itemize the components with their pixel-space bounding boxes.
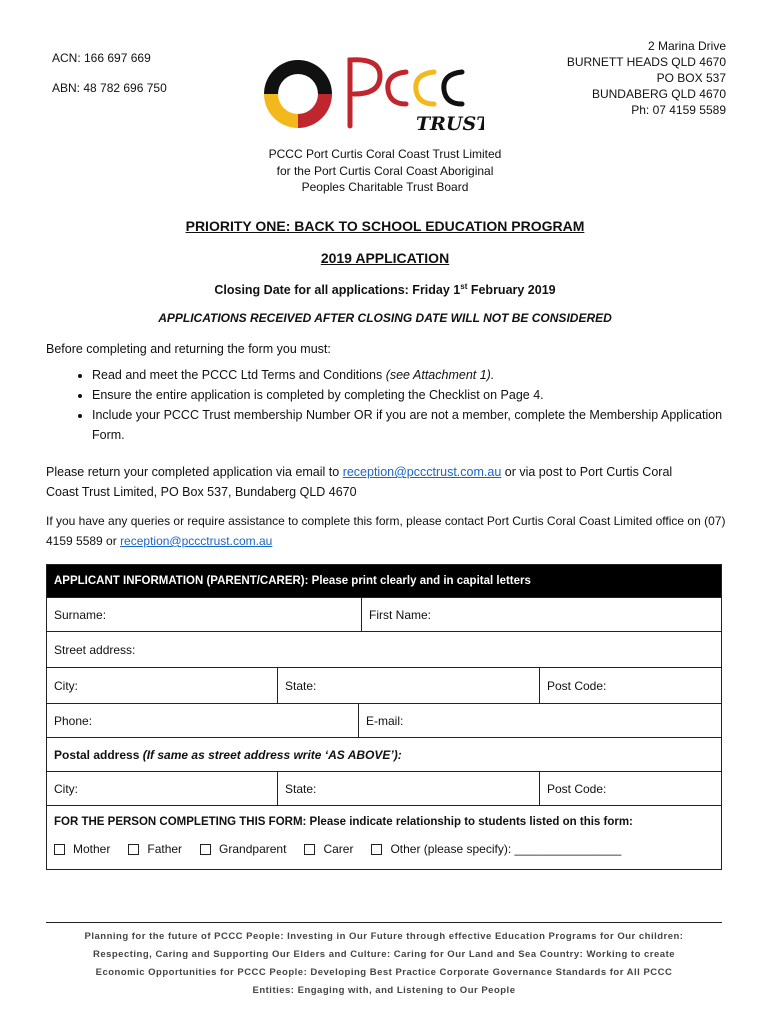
closing-date-sup: st (460, 282, 468, 291)
street-address-label: Street address: (54, 642, 136, 657)
form-row-city (47, 667, 721, 703)
option-other[interactable] (371, 842, 621, 856)
postal-address-note: (If same as street address write ‘AS ABOVE’): (142, 747, 402, 762)
company-ids (52, 50, 167, 108)
form-row-contact (47, 703, 721, 737)
postal-city-label: City: (54, 781, 78, 796)
email-link[interactable]: reception@pccctrust.com.au (120, 534, 273, 548)
org-name (0, 146, 770, 196)
closing-warning: APPLICATIONS RECEIVED AFTER CLOSING DATE WILL NOT BE CONSIDERED (158, 311, 612, 325)
address-line4: BUNDABERG QLD 4670 (591, 87, 726, 101)
intro-text: Before completing and returning the form you must: (46, 342, 331, 356)
checkbox-icon[interactable] (304, 844, 315, 855)
application-year: 2019 APPLICATION (320, 250, 450, 266)
surname-field[interactable] (47, 598, 361, 631)
org-line3: Peoples Charitable Trust Board (301, 180, 469, 194)
address-line1: 2 Marina Drive (647, 39, 726, 53)
state-field[interactable] (277, 668, 539, 703)
abn-text: ABN: 48 782 696 750 (52, 81, 167, 95)
applicant-form (46, 564, 722, 870)
option-label: Mother (73, 842, 111, 856)
email-field[interactable] (358, 704, 721, 737)
pccc-logo-graphic (258, 50, 484, 136)
checkbox-icon[interactable] (128, 844, 139, 855)
checkbox-icon[interactable] (371, 844, 382, 855)
return-text (46, 462, 706, 502)
closing-date-prefix: Closing Date for all applications: Friday 1 (214, 283, 461, 298)
email-link[interactable]: reception@pccctrust.com.au (342, 465, 502, 479)
footer-line2: Respecting, Caring and Supporting Our Elders and Culture: Caring for Our Land and Sea Country: Working to create (92, 949, 676, 960)
post-code-field[interactable] (539, 668, 721, 703)
queries-prefix: If you have any queries or require assistance to complete this form, please contact (46, 514, 487, 528)
option-label: Father (147, 842, 183, 856)
postal-post-code-field[interactable] (539, 772, 721, 805)
return-prefix: Please return your completed application via email to (46, 465, 343, 479)
queries-middle: Port Curtis Coral Coast Limited office on (07) 4159 5589 or (46, 514, 726, 548)
instruction-1: Read and meet the PCCC Ltd Terms and Conditions (92, 368, 386, 382)
org-line2: for the Port Curtis Coral Coast Aboriginal (276, 163, 494, 178)
option-label: Grandparent (219, 842, 287, 856)
instruction-1-note: (see Attachment 1). (385, 368, 495, 382)
form-header: APPLICANT INFORMATION (PARENT/CARER): Please print clearly and in capital letters (47, 565, 721, 597)
street-address-field[interactable] (47, 632, 721, 667)
address-phone: Ph: 07 4159 5589 (631, 103, 726, 117)
form-row-name (47, 597, 721, 631)
queries-instructions (46, 511, 726, 551)
form-row-postal-city (47, 771, 721, 805)
relationship-label: FOR THE PERSON COMPLETING THIS FORM: Please indicate relationship to students listed on this form: (54, 816, 633, 828)
state-label: State: (285, 678, 317, 693)
postal-address-field[interactable] (47, 738, 721, 771)
address-line2: BURNETT HEADS QLD 4670 (566, 55, 726, 69)
postal-state-label: State: (285, 781, 317, 796)
closing-date-suffix: February 2019 (467, 283, 556, 298)
city-field[interactable] (47, 668, 277, 703)
instructions (46, 339, 726, 445)
instruction-item: • Include your PCCC Trust membership Number OR if you are not a member, complete the Membership Application Form. (92, 405, 726, 445)
instruction-item (92, 365, 726, 385)
footer-line3: Economic Opportunities for PCCC People: Developing Best Practice Corporate Governance Standards for All PCCC (95, 967, 673, 978)
program-title: PRIORITY ONE: BACK TO SCHOOL EDUCATION PROGRAM (185, 218, 585, 234)
form-row-relationship (47, 805, 721, 869)
postal-address-label: Postal address (54, 747, 140, 762)
option-father[interactable] (128, 842, 182, 856)
phone-field[interactable] (47, 704, 358, 737)
checkbox-icon[interactable] (200, 844, 211, 855)
phone-label: Phone: (54, 713, 93, 728)
postal-post-code-label: Post Code: (547, 781, 607, 796)
queries-text (46, 511, 726, 551)
footer (46, 928, 722, 1000)
return-instructions (46, 462, 706, 502)
option-label: Other (please specify): ________________ (390, 842, 622, 856)
address-line3: PO BOX 537 (656, 71, 726, 85)
logo-trust-text: TRUST (416, 113, 484, 135)
postal-city-field[interactable] (47, 772, 277, 805)
postal-state-field[interactable] (277, 772, 539, 805)
acn-text: ACN: 166 697 669 (52, 51, 151, 65)
surname-label: Surname: (54, 607, 107, 622)
first-name-field[interactable] (361, 598, 721, 631)
pccc-logo (258, 50, 484, 136)
footer-divider (46, 922, 722, 923)
option-grandparent[interactable] (200, 842, 286, 856)
option-carer[interactable] (304, 842, 353, 856)
form-row-postal (47, 737, 721, 771)
footer-line1: Planning for the future of PCCC People: Investing in Our Future through effective Education Programs for Our children: (84, 931, 684, 942)
address-block (567, 38, 726, 118)
option-mother[interactable] (54, 842, 110, 856)
checkbox-icon[interactable] (54, 844, 65, 855)
first-name-label: First Name: (369, 607, 432, 622)
instruction-item: • Ensure the entire application is completed by completing the Checklist on Page 4. (92, 385, 726, 405)
city-label: City: (54, 678, 78, 693)
footer-line4: Entities: Engaging with, and Listening to Our People (252, 985, 516, 996)
org-line1: PCCC Port Curtis Coral Coast Trust Limited (268, 147, 502, 161)
form-row-street (47, 631, 721, 667)
post-code-label: Post Code: (547, 678, 607, 693)
email-label: E-mail: (366, 713, 404, 728)
relationship-options (47, 838, 721, 860)
return-suffix: or via post to Port Curtis Coral Coast Trust Limited, PO Box 537, Bundaberg QLD 4670 (46, 465, 673, 499)
closing-date (0, 282, 770, 297)
instruction-list (46, 365, 726, 445)
option-label: Carer (323, 842, 354, 856)
